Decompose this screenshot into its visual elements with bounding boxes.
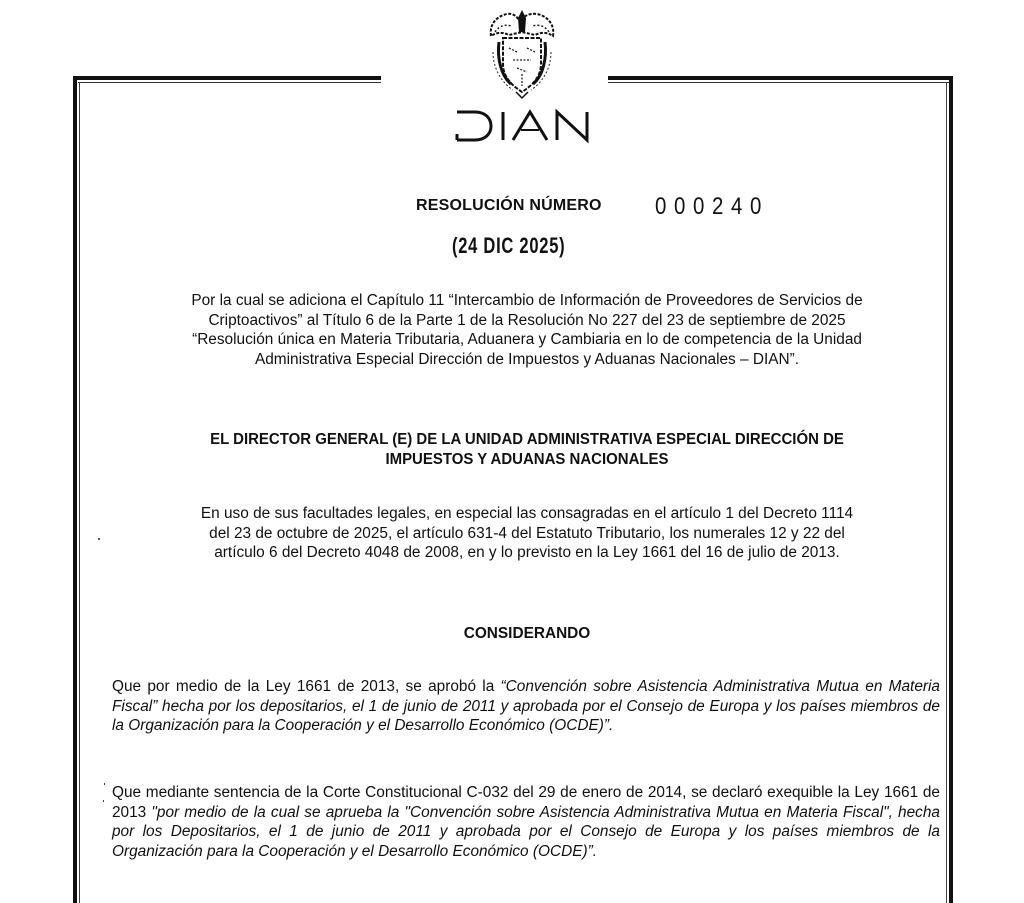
dian-logo: [455, 106, 595, 146]
resolution-number: 000240: [655, 193, 769, 220]
resolution-label: RESOLUCIÓN NÚMERO: [416, 197, 602, 214]
legal-powers-line: En uso de sus facultades legales, en especial las consagradas en el artículo 1 del Decreto 1114: [200, 505, 854, 522]
summary-line: Administrativa Especial Dirección de Impuestos y Aduanas Nacionales – DIAN”.: [254, 350, 800, 368]
summary-line: “Resolución única en Materia Tributaria, Aduanera y Cambiaria en lo de competencia de la Unidad: [192, 331, 862, 349]
frame-right-border: [949, 76, 953, 903]
frame-top-border-right-inner: [608, 82, 949, 83]
summary-line: Por la cual se adiciona el Capítulo 11 “Intercambio de Información de Proveedores de Servicios de: [191, 292, 863, 309]
director-heading: [129, 430, 926, 469]
resolution-date: (24 DIC 2025): [452, 233, 566, 258]
paragraph-quote: “Convención sobre Asistencia Administrativa Mutua en Materia Fiscal” hecha por los depositarios, el 1 de junio de 2011 y aprobada por el Consejo de Europa y los países miembros de la Organización para la Cooperación y el Desarrollo Económico (OCDE)”.: [112, 678, 940, 735]
frame-left-border: [73, 76, 77, 903]
frame-right-border-inner: [946, 82, 947, 903]
scan-artifact-dot: [98, 538, 100, 540]
paragraph-text: Que mediante sentencia de la Corte Constitucional C-032 del 29 de enero de 2014, se declaró exequible la Ley 1661 de 2013: [112, 784, 940, 821]
director-heading-line: EL DIRECTOR GENERAL (E) DE LA UNIDAD ADMINISTRATIVA ESPECIAL DIRECCIÓN DE: [210, 431, 844, 448]
frame-left-border-inner: [79, 82, 80, 903]
paragraph-quote: "por medio de la cual se aprueba la "Convención sobre Asistencia Administrativa Mutua en Materia Fiscal", hecha por los Depositarios, el 1 de junio de 2011 y aprobada por el Consejo de Europa y los países miembros de la Organización para la Cooperación y el Desarrollo Económico (OCDE)”.: [112, 803, 940, 860]
frame-top-border-left-inner: [78, 82, 381, 83]
frame-top-border-left: [73, 76, 381, 80]
colombia-coat-of-arms-icon: [483, 2, 561, 102]
resolution-summary: [112, 291, 942, 369]
legal-powers-line: artículo 6 del Decreto 4048 de 2008, en y lo previsto en la Ley 1661 del 16 de julio de 2013.: [214, 544, 840, 562]
scan-artifact-dot: [103, 800, 104, 802]
considerando-paragraph: [112, 677, 940, 736]
frame-top-border-right: [608, 76, 953, 80]
legal-powers-line: del 23 de octubre de 2025, el artículo 631-4 del Estatuto Tributario, los numerales 12 y 22 del: [209, 524, 845, 542]
paragraph-text: Que por medio de la Ley 1661 de 2013, se aprobó la: [112, 678, 501, 695]
director-heading-line: IMPUESTOS Y ADUANAS NACIONALES: [385, 450, 669, 468]
legal-powers-paragraph: [112, 504, 942, 563]
considerando-paragraph: [112, 783, 940, 861]
scan-artifact-dot: [104, 783, 105, 785]
considerando-heading: CONSIDERANDO: [463, 625, 591, 642]
summary-line: Criptoactivos” al Título 6 de la Parte 1 de la Resolución No 227 del 23 de septiembre de 2025: [208, 311, 846, 329]
